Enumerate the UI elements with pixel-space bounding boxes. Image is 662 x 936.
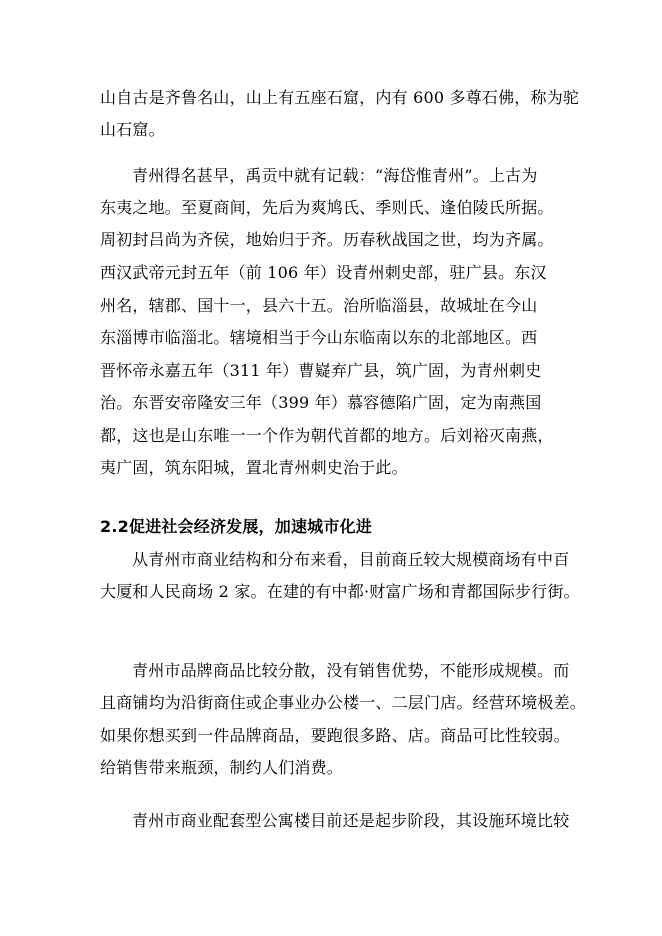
- text-line: 给销售带来瓶颈，制约人们消费。: [100, 758, 344, 777]
- text-line: 周初封吕尚为齐侯，地始归于齐。历春秋战国之世，均为齐属。: [100, 230, 554, 249]
- text-line: 治。东晋安帝隆安三年（399 年）慕容德陷广固，定为南燕国: [100, 393, 542, 412]
- text-line: 东淄博市临淄北。辖境相当于今山东临南以东的北部地区。西: [100, 328, 538, 347]
- text-line: 青州得名甚早，禹贡中就有记载：“海岱惟青州”。上古为: [132, 166, 538, 185]
- text-line: 且商铺均为沿街商住或企事业办公楼一、二层门店。经营环境极差。: [100, 693, 587, 712]
- text-line: 大厦和人民商场 2 家。在建的有中都·财富广场和青都国际步行街。: [100, 582, 580, 601]
- section-heading: 2.2促进社会经济发展，加速城市化进: [100, 517, 372, 536]
- text-line: 从青州市商业结构和分布来看，目前商丘较大规模商场有中百: [132, 550, 570, 569]
- text-line: 青州市品牌商品比较分散，没有销售优势，不能形成规模。而: [132, 661, 570, 680]
- text-line: 青州市商业配套型公寓楼目前还是起步阶段，其设施环境比较: [132, 811, 570, 830]
- text-line: 都，这也是山东唯一一个作为朝代首都的地方。后刘裕灭南燕，: [100, 426, 554, 445]
- text-line: 夷广固，筑东阳城，置北青州刺史治于此。: [100, 458, 408, 477]
- text-line: 晋怀帝永嘉五年（311 年）曹嶷弃广县，筑广固，为青州刺史: [100, 361, 542, 380]
- text-line: 如果你想买到一件品牌商品，要跑很多路、店。商品可比性较弱。: [100, 726, 570, 745]
- text-line: 山自古是齐鲁名山，山上有五座石窟，内有 600 多尊石佛，称为驼: [100, 88, 580, 107]
- text-line: 山石窟。: [100, 120, 165, 139]
- text-line: 东夷之地。至夏商间，先后为爽鸠氏、季则氏、逢伯陵氏所据。: [100, 198, 554, 217]
- text-line: 州名，辖郡、国十一，县六十五。治所临淄县，故城址在今山: [100, 296, 538, 315]
- text-line: 西汉武帝元封五年（前 106 年）设青州刺史部，驻广县。东汉: [100, 263, 547, 282]
